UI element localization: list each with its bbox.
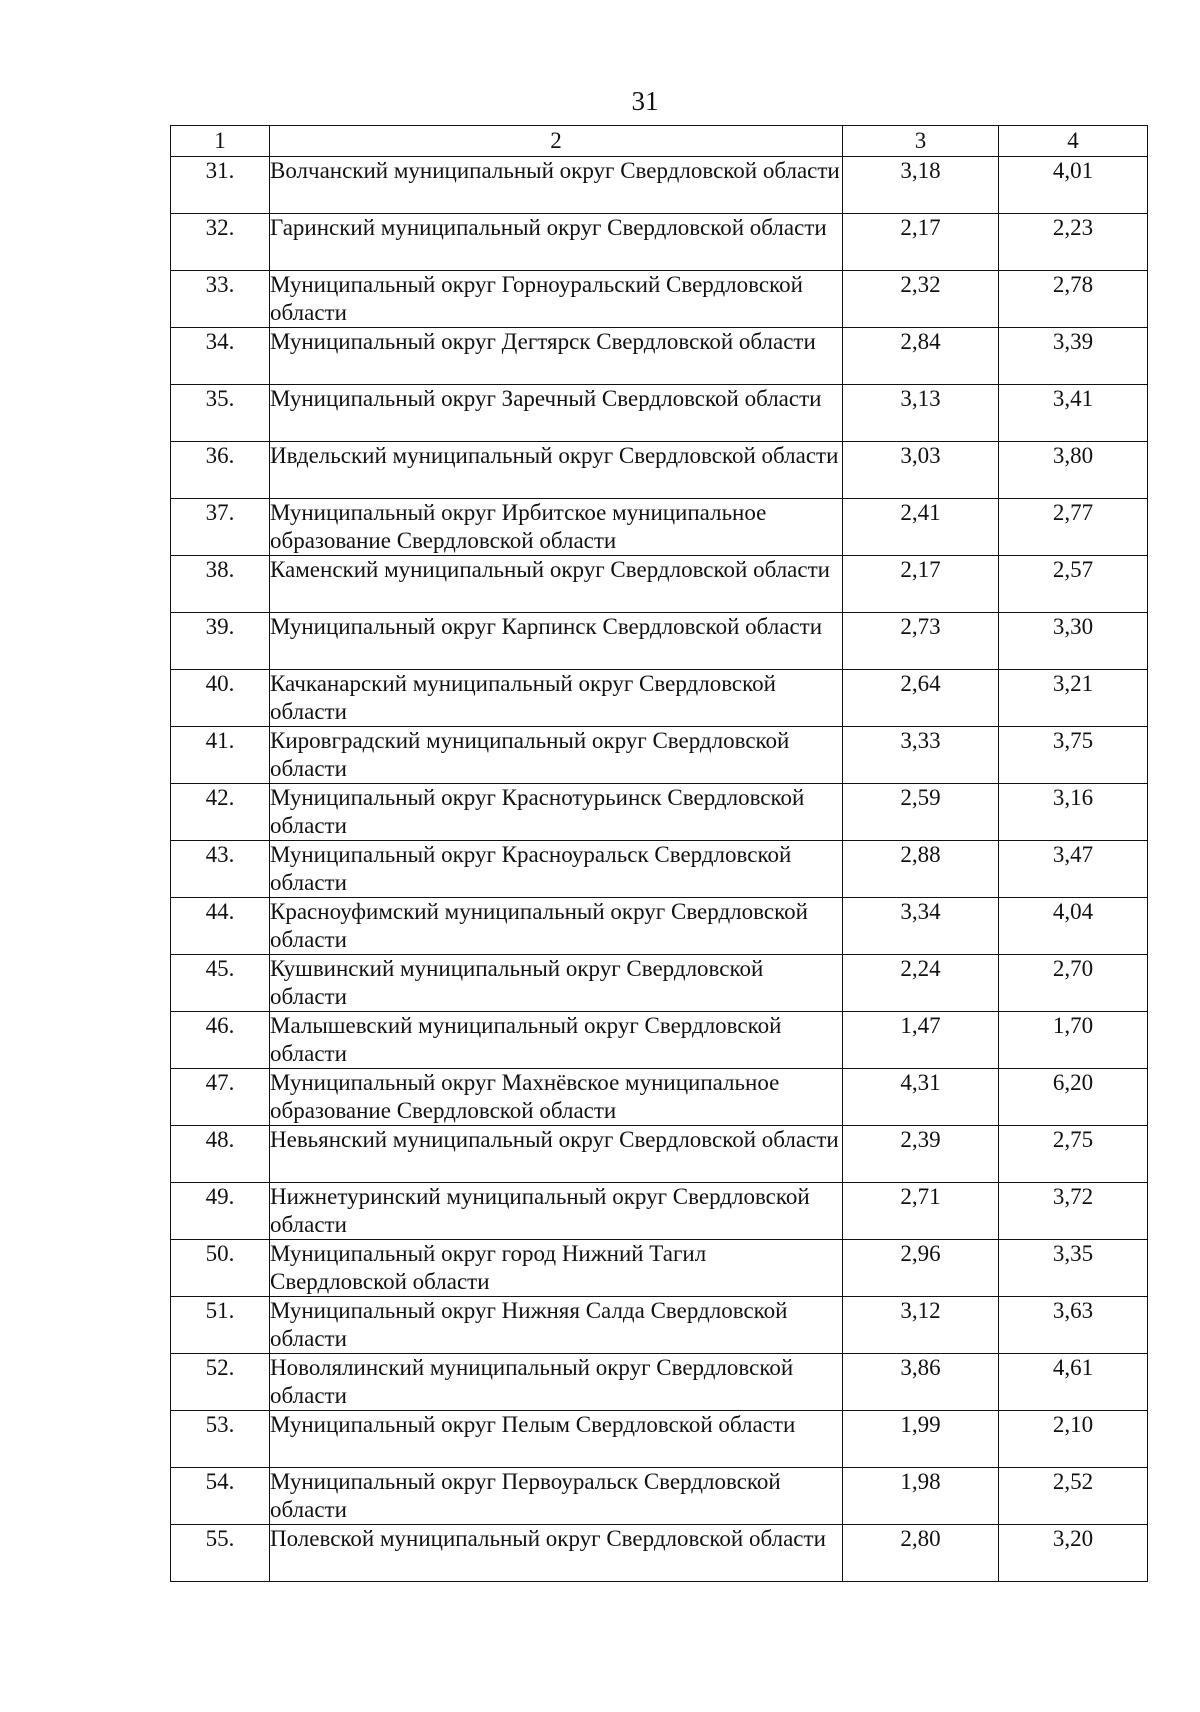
- value-column-4-cell: 3,16: [999, 784, 1148, 841]
- row-number-cell: 35.: [171, 385, 270, 442]
- table-row: [171, 157, 1148, 214]
- municipality-name-cell: Муниципальный округ Красноуральск Свердловской области: [270, 841, 843, 898]
- value-column-3-cell: 2,71: [843, 1183, 999, 1240]
- row-number-cell: 33.: [171, 271, 270, 328]
- municipality-name-cell: Каменский муниципальный округ Свердловской области: [270, 556, 843, 613]
- value-column-4-cell: 2,52: [999, 1468, 1148, 1525]
- value-column-4-cell: 3,63: [999, 1297, 1148, 1354]
- value-column-3-cell: 1,98: [843, 1468, 999, 1525]
- municipality-name-cell: Муниципальный округ Заречный Свердловской области: [270, 385, 843, 442]
- table-row: [171, 898, 1148, 955]
- row-number-cell: 39.: [171, 613, 270, 670]
- municipality-name-cell: Ивдельский муниципальный округ Свердловской области: [270, 442, 843, 499]
- row-number-cell: 55.: [171, 1525, 270, 1582]
- table-row: [171, 214, 1148, 271]
- row-number-cell: 34.: [171, 328, 270, 385]
- municipality-name-cell: Муниципальный округ Ирбитское муниципальное образование Свердловской области: [270, 499, 843, 556]
- value-column-4-cell: 2,77: [999, 499, 1148, 556]
- municipality-name-cell: Муниципальный округ Нижняя Салда Свердловской области: [270, 1297, 843, 1354]
- table-row: [171, 1126, 1148, 1183]
- value-column-3-cell: 2,24: [843, 955, 999, 1012]
- value-column-4-cell: 1,70: [999, 1012, 1148, 1069]
- municipality-name-cell: Муниципальный округ Первоуральск Свердловской области: [270, 1468, 843, 1525]
- table-row: [171, 1012, 1148, 1069]
- municipality-name-cell: Кушвинский муниципальный округ Свердловской области: [270, 955, 843, 1012]
- table-row: [171, 385, 1148, 442]
- table-row: [171, 727, 1148, 784]
- value-column-3-cell: 2,73: [843, 613, 999, 670]
- municipality-name-cell: Нижнетуринский муниципальный округ Свердловской области: [270, 1183, 843, 1240]
- value-column-3-cell: 4,31: [843, 1069, 999, 1126]
- row-number-cell: 53.: [171, 1411, 270, 1468]
- value-column-3-cell: 3,18: [843, 157, 999, 214]
- row-number-cell: 49.: [171, 1183, 270, 1240]
- page-number: 31: [631, 86, 659, 116]
- table-row: [171, 613, 1148, 670]
- row-number-cell: 47.: [171, 1069, 270, 1126]
- column-header-3: 3: [843, 126, 999, 157]
- table-row: [171, 1411, 1148, 1468]
- row-number-cell: 44.: [171, 898, 270, 955]
- value-column-3-cell: 2,32: [843, 271, 999, 328]
- row-number-cell: 38.: [171, 556, 270, 613]
- value-column-4-cell: 4,04: [999, 898, 1148, 955]
- table-row: [171, 1525, 1148, 1582]
- table-row: [171, 1354, 1148, 1411]
- value-column-4-cell: 3,35: [999, 1240, 1148, 1297]
- value-column-3-cell: 3,12: [843, 1297, 999, 1354]
- municipality-name-cell: Малышевский муниципальный округ Свердловской области: [270, 1012, 843, 1069]
- municipality-name-cell: Муниципальный округ Пелым Свердловской области: [270, 1411, 843, 1468]
- table-row: [171, 670, 1148, 727]
- value-column-4-cell: 3,30: [999, 613, 1148, 670]
- table-row: [171, 841, 1148, 898]
- value-column-3-cell: 3,34: [843, 898, 999, 955]
- value-column-4-cell: 3,75: [999, 727, 1148, 784]
- value-column-4-cell: 4,61: [999, 1354, 1148, 1411]
- value-column-4-cell: 2,75: [999, 1126, 1148, 1183]
- value-column-3-cell: 3,13: [843, 385, 999, 442]
- municipality-name-cell: Невьянский муниципальный округ Свердловской области: [270, 1126, 843, 1183]
- municipality-name-cell: Волчанский муниципальный округ Свердловской области: [270, 157, 843, 214]
- municipality-name-cell: Муниципальный округ Махнёвское муниципальное образование Свердловской области: [270, 1069, 843, 1126]
- value-column-4-cell: 3,21: [999, 670, 1148, 727]
- table-header: [171, 126, 1148, 157]
- row-number-cell: 54.: [171, 1468, 270, 1525]
- row-number-cell: 37.: [171, 499, 270, 556]
- row-number-cell: 36.: [171, 442, 270, 499]
- row-number-cell: 50.: [171, 1240, 270, 1297]
- municipality-name-cell: Муниципальный округ Краснотурьинск Свердловской области: [270, 784, 843, 841]
- value-column-4-cell: 2,78: [999, 271, 1148, 328]
- municipality-name-cell: Новолялинский муниципальный округ Свердловской области: [270, 1354, 843, 1411]
- municipality-name-cell: Полевской муниципальный округ Свердловской области: [270, 1525, 843, 1582]
- table-row: [171, 556, 1148, 613]
- table-row: [171, 1468, 1148, 1525]
- row-number-cell: 31.: [171, 157, 270, 214]
- municipality-name-cell: Муниципальный округ город Нижний Тагил Свердловской области: [270, 1240, 843, 1297]
- value-column-4-cell: 3,72: [999, 1183, 1148, 1240]
- value-column-3-cell: 2,17: [843, 556, 999, 613]
- value-column-4-cell: 3,80: [999, 442, 1148, 499]
- row-number-cell: 51.: [171, 1297, 270, 1354]
- value-column-4-cell: 3,41: [999, 385, 1148, 442]
- municipality-name-cell: Гаринский муниципальный округ Свердловской области: [270, 214, 843, 271]
- value-column-4-cell: 2,70: [999, 955, 1148, 1012]
- row-number-cell: 52.: [171, 1354, 270, 1411]
- table-row: [171, 1240, 1148, 1297]
- column-header-1: 1: [171, 126, 270, 157]
- row-number-cell: 32.: [171, 214, 270, 271]
- data-table: [170, 125, 1148, 1582]
- value-column-4-cell: 2,57: [999, 556, 1148, 613]
- row-number-cell: 43.: [171, 841, 270, 898]
- row-number-cell: 48.: [171, 1126, 270, 1183]
- value-column-3-cell: 3,33: [843, 727, 999, 784]
- value-column-4-cell: 3,47: [999, 841, 1148, 898]
- municipality-name-cell: Муниципальный округ Горноуральский Свердловской области: [270, 271, 843, 328]
- column-header-2: 2: [270, 126, 843, 157]
- value-column-3-cell: 2,84: [843, 328, 999, 385]
- value-column-4-cell: 3,39: [999, 328, 1148, 385]
- row-number-cell: 42.: [171, 784, 270, 841]
- value-column-3-cell: 2,96: [843, 1240, 999, 1297]
- table-row: [171, 1297, 1148, 1354]
- value-column-3-cell: 2,17: [843, 214, 999, 271]
- row-number-cell: 41.: [171, 727, 270, 784]
- municipality-name-cell: Красноуфимский муниципальный округ Свердловской области: [270, 898, 843, 955]
- table-body: [171, 157, 1148, 1582]
- value-column-4-cell: 2,10: [999, 1411, 1148, 1468]
- column-header-4: 4: [999, 126, 1148, 157]
- table-row: [171, 1069, 1148, 1126]
- value-column-4-cell: 4,01: [999, 157, 1148, 214]
- value-column-4-cell: 2,23: [999, 214, 1148, 271]
- header-row: [171, 126, 1148, 157]
- value-column-3-cell: 3,86: [843, 1354, 999, 1411]
- row-number-cell: 45.: [171, 955, 270, 1012]
- municipality-name-cell: Кировградский муниципальный округ Свердловской области: [270, 727, 843, 784]
- municipality-name-cell: Качканарский муниципальный округ Свердловской области: [270, 670, 843, 727]
- value-column-3-cell: 2,80: [843, 1525, 999, 1582]
- municipality-name-cell: Муниципальный округ Дегтярск Свердловской области: [270, 328, 843, 385]
- value-column-3-cell: 2,59: [843, 784, 999, 841]
- value-column-3-cell: 1,99: [843, 1411, 999, 1468]
- table-row: [171, 442, 1148, 499]
- value-column-3-cell: 3,03: [843, 442, 999, 499]
- row-number-cell: 46.: [171, 1012, 270, 1069]
- value-column-3-cell: 2,39: [843, 1126, 999, 1183]
- table-row: [171, 328, 1148, 385]
- value-column-3-cell: 2,88: [843, 841, 999, 898]
- table-row: [171, 271, 1148, 328]
- value-column-3-cell: 2,41: [843, 499, 999, 556]
- table-row: [171, 499, 1148, 556]
- table-row: [171, 955, 1148, 1012]
- value-column-4-cell: 6,20: [999, 1069, 1148, 1126]
- value-column-3-cell: 1,47: [843, 1012, 999, 1069]
- table-row: [171, 1183, 1148, 1240]
- table-row: [171, 784, 1148, 841]
- municipality-name-cell: Муниципальный округ Карпинск Свердловской области: [270, 613, 843, 670]
- row-number-cell: 40.: [171, 670, 270, 727]
- value-column-4-cell: 3,20: [999, 1525, 1148, 1582]
- value-column-3-cell: 2,64: [843, 670, 999, 727]
